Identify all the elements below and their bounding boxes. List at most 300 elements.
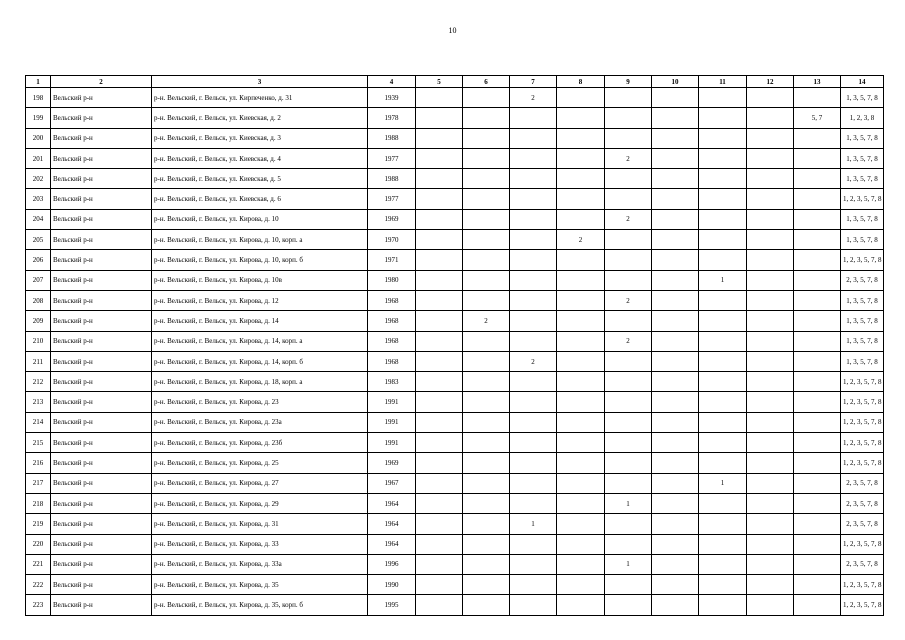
col7-cell	[510, 453, 557, 473]
col8-cell	[557, 290, 605, 310]
col6-cell	[463, 433, 510, 453]
column-header-13: 13	[794, 76, 841, 88]
table-row	[26, 412, 884, 432]
row-number: 220	[26, 534, 51, 554]
col10-cell	[652, 250, 699, 270]
row-number: 223	[26, 595, 51, 615]
col10-cell	[652, 433, 699, 453]
col10-cell	[652, 88, 699, 108]
col12-cell	[747, 575, 794, 595]
col12-cell	[747, 595, 794, 615]
table-row	[26, 473, 884, 493]
col11-cell: 1	[699, 473, 747, 493]
col12-cell	[747, 169, 794, 189]
col11-cell	[699, 595, 747, 615]
col8-cell	[557, 351, 605, 371]
district-cell: Вельский р-н	[51, 433, 152, 453]
col10-cell	[652, 534, 699, 554]
col13-cell	[794, 88, 841, 108]
row-number: 214	[26, 412, 51, 432]
column-header-1: 1	[26, 76, 51, 88]
year-cell: 1964	[368, 514, 416, 534]
col10-cell	[652, 412, 699, 432]
col14-cell: 1, 2, 3, 5, 7, 8	[841, 412, 884, 432]
col6-cell	[463, 453, 510, 473]
col13-cell	[794, 311, 841, 331]
col12-cell	[747, 514, 794, 534]
col9-cell	[605, 514, 652, 534]
col7-cell: 2	[510, 351, 557, 371]
table-row	[26, 554, 884, 574]
col14-cell: 1, 2, 3, 5, 7, 8	[841, 372, 884, 392]
col12-cell	[747, 473, 794, 493]
row-number: 219	[26, 514, 51, 534]
col10-cell	[652, 311, 699, 331]
address-cell: р-н. Вельский, г. Вельск, ул. Кирова, д. 12	[152, 290, 368, 310]
address-cell: р-н. Вельский, г. Вельск, ул. Киевская, д. 5	[152, 169, 368, 189]
col9-cell: 2	[605, 148, 652, 168]
col14-cell: 1, 2, 3, 5, 7, 8	[841, 453, 884, 473]
col12-cell	[747, 270, 794, 290]
col13-cell	[794, 412, 841, 432]
year-cell: 1991	[368, 412, 416, 432]
col10-cell	[652, 270, 699, 290]
col8-cell	[557, 148, 605, 168]
column-header-6: 6	[463, 76, 510, 88]
col7-cell	[510, 554, 557, 574]
table-row	[26, 331, 884, 351]
col13-cell	[794, 331, 841, 351]
col5-cell	[416, 453, 463, 473]
district-cell: Вельский р-н	[51, 575, 152, 595]
col13-cell	[794, 453, 841, 473]
col14-cell: 1, 3, 5, 7, 8	[841, 230, 884, 250]
col14-cell: 2, 3, 5, 7, 8	[841, 554, 884, 574]
col8-cell	[557, 169, 605, 189]
col13-cell	[794, 372, 841, 392]
address-cell: р-н. Вельский, г. Вельск, ул. Кирова, д. 33а	[152, 554, 368, 574]
col14-cell: 2, 3, 5, 7, 8	[841, 493, 884, 513]
col11-cell	[699, 575, 747, 595]
col10-cell	[652, 372, 699, 392]
col10-cell	[652, 148, 699, 168]
register-table	[25, 75, 884, 616]
col13-cell: 5, 7	[794, 108, 841, 128]
col7-cell	[510, 148, 557, 168]
col14-cell: 1, 3, 5, 7, 8	[841, 311, 884, 331]
column-header-14: 14	[841, 76, 884, 88]
col11-cell	[699, 351, 747, 371]
col11-cell	[699, 108, 747, 128]
col5-cell	[416, 534, 463, 554]
table-row	[26, 514, 884, 534]
col13-cell	[794, 351, 841, 371]
col11-cell	[699, 433, 747, 453]
col10-cell	[652, 554, 699, 574]
address-cell: р-н. Вельский, г. Вельск, ул. Кирова, д. 23б	[152, 433, 368, 453]
col5-cell	[416, 88, 463, 108]
district-cell: Вельский р-н	[51, 351, 152, 371]
district-cell: Вельский р-н	[51, 372, 152, 392]
table-row	[26, 575, 884, 595]
col12-cell	[747, 250, 794, 270]
col8-cell	[557, 575, 605, 595]
col5-cell	[416, 169, 463, 189]
col7-cell	[510, 290, 557, 310]
row-number: 209	[26, 311, 51, 331]
district-cell: Вельский р-н	[51, 514, 152, 534]
district-cell: Вельский р-н	[51, 189, 152, 209]
col9-cell	[605, 230, 652, 250]
table-row	[26, 270, 884, 290]
col12-cell	[747, 412, 794, 432]
col8-cell	[557, 554, 605, 574]
year-cell: 1968	[368, 331, 416, 351]
col13-cell	[794, 169, 841, 189]
col12-cell	[747, 372, 794, 392]
col11-cell	[699, 169, 747, 189]
table-row	[26, 128, 884, 148]
col14-cell: 1, 3, 5, 7, 8	[841, 169, 884, 189]
col9-cell	[605, 270, 652, 290]
column-header-9: 9	[605, 76, 652, 88]
district-cell: Вельский р-н	[51, 311, 152, 331]
col11-cell	[699, 250, 747, 270]
col7-cell	[510, 250, 557, 270]
address-cell: р-н. Вельский, г. Вельск, ул. Кирова, д. 33	[152, 534, 368, 554]
col14-cell: 1, 2, 3, 5, 7, 8	[841, 433, 884, 453]
col12-cell	[747, 392, 794, 412]
col6-cell	[463, 331, 510, 351]
col8-cell	[557, 250, 605, 270]
year-cell: 1969	[368, 453, 416, 473]
table-row	[26, 595, 884, 615]
col7-cell	[510, 230, 557, 250]
district-cell: Вельский р-н	[51, 453, 152, 473]
col8-cell: 2	[557, 230, 605, 250]
table-row	[26, 433, 884, 453]
col6-cell	[463, 230, 510, 250]
col9-cell	[605, 473, 652, 493]
col13-cell	[794, 554, 841, 574]
col10-cell	[652, 493, 699, 513]
col9-cell	[605, 189, 652, 209]
address-cell: р-н. Вельский, г. Вельск, ул. Кирова, д. 35	[152, 575, 368, 595]
address-cell: р-н. Вельский, г. Вельск, ул. Кирова, д. 31	[152, 514, 368, 534]
table-row	[26, 311, 884, 331]
col6-cell	[463, 88, 510, 108]
col9-cell	[605, 169, 652, 189]
col6-cell	[463, 534, 510, 554]
col10-cell	[652, 169, 699, 189]
col11-cell	[699, 372, 747, 392]
col5-cell	[416, 290, 463, 310]
col12-cell	[747, 433, 794, 453]
col14-cell: 1, 3, 5, 7, 8	[841, 148, 884, 168]
year-cell: 1980	[368, 270, 416, 290]
col14-cell: 1, 2, 3, 5, 7, 8	[841, 534, 884, 554]
col8-cell	[557, 493, 605, 513]
col8-cell	[557, 534, 605, 554]
col8-cell	[557, 209, 605, 229]
district-cell: Вельский р-н	[51, 493, 152, 513]
address-cell: р-н. Вельский, г. Вельск, ул. Кирпеченко, д. 31	[152, 88, 368, 108]
col9-cell	[605, 88, 652, 108]
col9-cell	[605, 595, 652, 615]
col5-cell	[416, 230, 463, 250]
col14-cell: 1, 3, 5, 7, 8	[841, 128, 884, 148]
col5-cell	[416, 270, 463, 290]
col12-cell	[747, 351, 794, 371]
col11-cell	[699, 554, 747, 574]
col11-cell: 1	[699, 270, 747, 290]
row-number: 216	[26, 453, 51, 473]
col10-cell	[652, 575, 699, 595]
col11-cell	[699, 128, 747, 148]
year-cell: 1970	[368, 230, 416, 250]
col5-cell	[416, 351, 463, 371]
header-row	[26, 76, 884, 88]
col7-cell	[510, 412, 557, 432]
table-row	[26, 209, 884, 229]
address-cell: р-н. Вельский, г. Вельск, ул. Кирова, д. 14, корп. а	[152, 331, 368, 351]
district-cell: Вельский р-н	[51, 595, 152, 615]
col7-cell	[510, 433, 557, 453]
col9-cell: 1	[605, 493, 652, 513]
col6-cell: 2	[463, 311, 510, 331]
year-cell: 1939	[368, 88, 416, 108]
col5-cell	[416, 128, 463, 148]
col7-cell	[510, 270, 557, 290]
district-cell: Вельский р-н	[51, 88, 152, 108]
col11-cell	[699, 493, 747, 513]
row-number: 204	[26, 209, 51, 229]
row-number: 221	[26, 554, 51, 574]
col8-cell	[557, 392, 605, 412]
col12-cell	[747, 311, 794, 331]
col8-cell	[557, 453, 605, 473]
col13-cell	[794, 473, 841, 493]
col13-cell	[794, 392, 841, 412]
table-row	[26, 392, 884, 412]
col6-cell	[463, 250, 510, 270]
col7-cell	[510, 575, 557, 595]
address-cell: р-н. Вельский, г. Вельск, ул. Кирова, д. 35, корп. б	[152, 595, 368, 615]
col13-cell	[794, 148, 841, 168]
col9-cell	[605, 351, 652, 371]
year-cell: 1977	[368, 148, 416, 168]
year-cell: 1983	[368, 372, 416, 392]
address-cell: р-н. Вельский, г. Вельск, ул. Кирова, д. 10, корп. б	[152, 250, 368, 270]
year-cell: 1991	[368, 433, 416, 453]
col6-cell	[463, 290, 510, 310]
district-cell: Вельский р-н	[51, 230, 152, 250]
col8-cell	[557, 311, 605, 331]
col7-cell	[510, 128, 557, 148]
col7-cell	[510, 331, 557, 351]
col7-cell: 2	[510, 88, 557, 108]
district-cell: Вельский р-н	[51, 148, 152, 168]
col9-cell: 2	[605, 290, 652, 310]
col7-cell	[510, 493, 557, 513]
col14-cell: 1, 3, 5, 7, 8	[841, 351, 884, 371]
col6-cell	[463, 209, 510, 229]
col12-cell	[747, 453, 794, 473]
col10-cell	[652, 209, 699, 229]
col7-cell	[510, 595, 557, 615]
col6-cell	[463, 108, 510, 128]
table-row	[26, 351, 884, 371]
address-cell: р-н. Вельский, г. Вельск, ул. Кирова, д. 10, корп. а	[152, 230, 368, 250]
col14-cell: 1, 3, 5, 7, 8	[841, 290, 884, 310]
table-row	[26, 534, 884, 554]
year-cell: 1968	[368, 311, 416, 331]
col5-cell	[416, 148, 463, 168]
col8-cell	[557, 473, 605, 493]
row-number: 211	[26, 351, 51, 371]
table-row	[26, 88, 884, 108]
address-cell: р-н. Вельский, г. Вельск, ул. Кирова, д. 10	[152, 209, 368, 229]
year-cell: 1968	[368, 290, 416, 310]
col5-cell	[416, 575, 463, 595]
col13-cell	[794, 575, 841, 595]
address-cell: р-н. Вельский, г. Вельск, ул. Кирова, д. 14, корп. б	[152, 351, 368, 371]
col13-cell	[794, 230, 841, 250]
col5-cell	[416, 433, 463, 453]
year-cell: 1991	[368, 392, 416, 412]
year-cell: 1964	[368, 493, 416, 513]
column-header-11: 11	[699, 76, 747, 88]
col14-cell: 2, 3, 5, 7, 8	[841, 514, 884, 534]
col7-cell	[510, 473, 557, 493]
col7-cell	[510, 108, 557, 128]
col10-cell	[652, 473, 699, 493]
col12-cell	[747, 290, 794, 310]
address-cell: р-н. Вельский, г. Вельск, ул. Кирова, д. 14	[152, 311, 368, 331]
year-cell: 1988	[368, 169, 416, 189]
col10-cell	[652, 392, 699, 412]
col10-cell	[652, 128, 699, 148]
col11-cell	[699, 148, 747, 168]
table-row	[26, 189, 884, 209]
col8-cell	[557, 88, 605, 108]
col11-cell	[699, 189, 747, 209]
year-cell: 1996	[368, 554, 416, 574]
table-row	[26, 453, 884, 473]
table-row	[26, 169, 884, 189]
col12-cell	[747, 493, 794, 513]
address-cell: р-н. Вельский, г. Вельск, ул. Кирова, д. 25	[152, 453, 368, 473]
column-header-10: 10	[652, 76, 699, 88]
row-number: 201	[26, 148, 51, 168]
col9-cell	[605, 250, 652, 270]
year-cell: 1977	[368, 189, 416, 209]
district-cell: Вельский р-н	[51, 392, 152, 412]
col11-cell	[699, 534, 747, 554]
col13-cell	[794, 433, 841, 453]
col11-cell	[699, 209, 747, 229]
col5-cell	[416, 473, 463, 493]
col8-cell	[557, 270, 605, 290]
col9-cell: 2	[605, 209, 652, 229]
table-row	[26, 230, 884, 250]
col6-cell	[463, 412, 510, 432]
col12-cell	[747, 554, 794, 574]
row-number: 215	[26, 433, 51, 453]
col6-cell	[463, 372, 510, 392]
district-cell: Вельский р-н	[51, 270, 152, 290]
row-number: 200	[26, 128, 51, 148]
col14-cell: 1, 2, 3, 5, 7, 8	[841, 595, 884, 615]
address-cell: р-н. Вельский, г. Вельск, ул. Киевская, д. 4	[152, 148, 368, 168]
col5-cell	[416, 250, 463, 270]
col8-cell	[557, 108, 605, 128]
col12-cell	[747, 331, 794, 351]
col6-cell	[463, 351, 510, 371]
col10-cell	[652, 514, 699, 534]
col8-cell	[557, 514, 605, 534]
year-cell: 1967	[368, 473, 416, 493]
col5-cell	[416, 189, 463, 209]
column-header-2: 2	[51, 76, 152, 88]
col12-cell	[747, 148, 794, 168]
year-cell: 1964	[368, 534, 416, 554]
col5-cell	[416, 514, 463, 534]
district-cell: Вельский р-н	[51, 128, 152, 148]
col6-cell	[463, 169, 510, 189]
col8-cell	[557, 372, 605, 392]
row-number: 202	[26, 169, 51, 189]
col5-cell	[416, 595, 463, 615]
col6-cell	[463, 493, 510, 513]
row-number: 206	[26, 250, 51, 270]
col11-cell	[699, 88, 747, 108]
column-header-8: 8	[557, 76, 605, 88]
col8-cell	[557, 595, 605, 615]
col9-cell: 2	[605, 331, 652, 351]
col9-cell	[605, 108, 652, 128]
district-cell: Вельский р-н	[51, 473, 152, 493]
col13-cell	[794, 493, 841, 513]
year-cell: 1968	[368, 351, 416, 371]
table-row	[26, 148, 884, 168]
col14-cell: 1, 3, 5, 7, 8	[841, 88, 884, 108]
col9-cell	[605, 128, 652, 148]
col6-cell	[463, 514, 510, 534]
col8-cell	[557, 189, 605, 209]
col5-cell	[416, 372, 463, 392]
col13-cell	[794, 290, 841, 310]
col10-cell	[652, 290, 699, 310]
col11-cell	[699, 412, 747, 432]
col7-cell	[510, 169, 557, 189]
col9-cell	[605, 311, 652, 331]
col14-cell: 1, 2, 3, 5, 7, 8	[841, 189, 884, 209]
column-header-7: 7	[510, 76, 557, 88]
col6-cell	[463, 554, 510, 574]
col8-cell	[557, 331, 605, 351]
row-number: 213	[26, 392, 51, 412]
table-row	[26, 108, 884, 128]
col6-cell	[463, 270, 510, 290]
col8-cell	[557, 128, 605, 148]
col13-cell	[794, 534, 841, 554]
row-number: 198	[26, 88, 51, 108]
col5-cell	[416, 108, 463, 128]
row-number: 222	[26, 575, 51, 595]
district-cell: Вельский р-н	[51, 554, 152, 574]
col12-cell	[747, 230, 794, 250]
